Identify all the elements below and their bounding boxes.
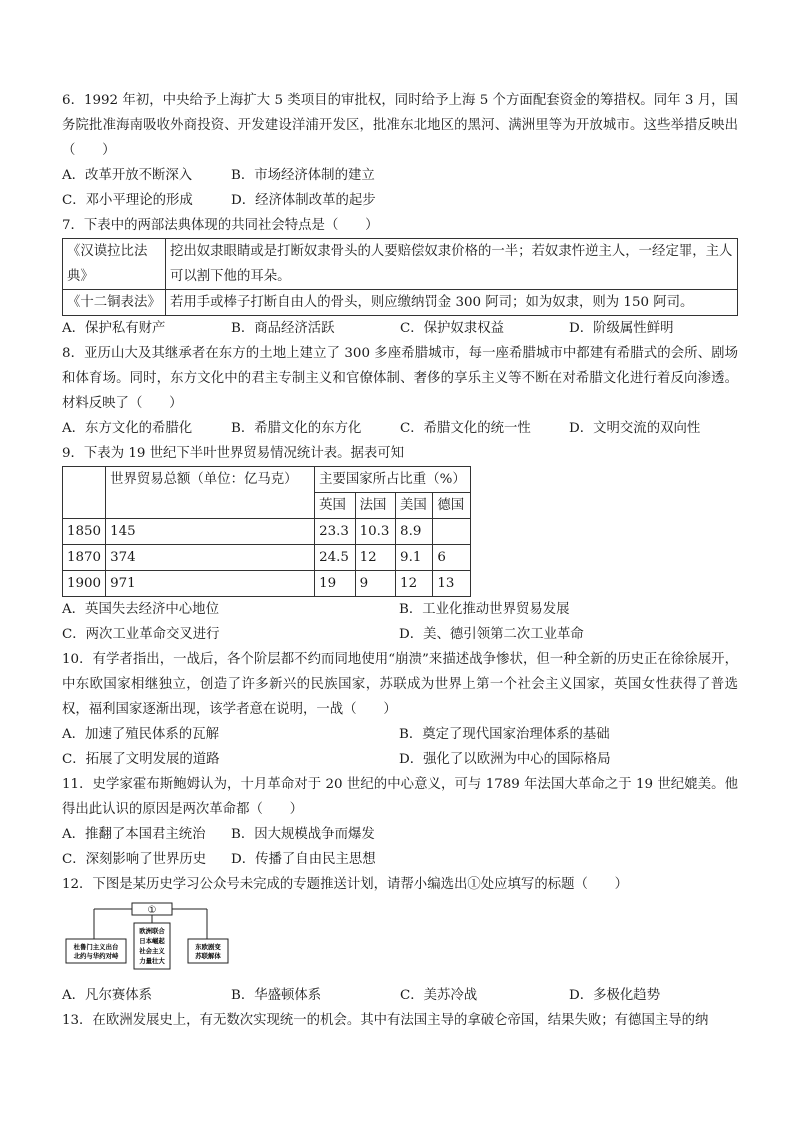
- option-a[interactable]: A．推翻了本国君主统治: [62, 827, 206, 842]
- total-cell: 971: [106, 571, 315, 597]
- share-cell: 9.1: [396, 545, 433, 571]
- option-c[interactable]: C．拓展了文明发展的道路: [62, 752, 220, 767]
- share-cell: 23.3: [315, 519, 355, 545]
- option-d[interactable]: D．多极化趋势: [569, 988, 661, 1003]
- option-b[interactable]: B．奠定了现代国家治理体系的基础: [399, 727, 610, 742]
- law-table: [62, 238, 738, 316]
- option-b[interactable]: B．华盛顿体系: [231, 988, 322, 1003]
- question-7-stem: 7．下表中的两部法典体现的共同社会特点是（ ）: [62, 218, 379, 233]
- option-c[interactable]: C．两次工业革命交叉进行: [62, 627, 220, 642]
- option-c[interactable]: C．美苏冷战: [400, 988, 478, 1003]
- share-cell: 10.3: [355, 519, 395, 545]
- table-row: [63, 290, 738, 316]
- question-11-options: [62, 822, 738, 847]
- total-cell: 374: [106, 545, 315, 571]
- table-header-row: [63, 467, 471, 493]
- share-cell: 6: [433, 545, 470, 571]
- option-b[interactable]: B．工业化推动世界贸易发展: [399, 602, 570, 617]
- question-12-stem: 12．下图是某历史学习公众号未完成的专题推送计划，请帮小编选出①处应填写的标题（ ）: [62, 877, 629, 892]
- middle-box-line: 欧洲联合: [139, 927, 165, 935]
- plan-diagram-svg: [64, 901, 264, 977]
- share-cell: 9: [355, 571, 395, 597]
- middle-box-line: 日本崛起: [139, 937, 165, 945]
- question-6-stem: 6．1992 年初，中央给予上海扩大 5 类项目的审批权，同时给予上海 5 个方面配套资金的筹措权。同年 3 月，国务院批准海南吸收外商投资、开发建设洋浦开发区，批准东北地区的黑河、满洲里等为开放城市。这些举措反映出（ ）: [62, 93, 738, 158]
- question-10-options-2: [62, 747, 738, 772]
- right-box-line: 东欧剧变: [195, 943, 221, 951]
- year-cell: 1850: [63, 519, 106, 545]
- law-text: 若用手或棒子打断自由人的骨头，则应缴纳罚金 300 阿司；如为奴隶，则为 150 阿司。: [166, 290, 738, 316]
- option-d[interactable]: D．传播了自由民主思想: [231, 852, 376, 867]
- total-cell: 145: [106, 519, 315, 545]
- header-share: 主要国家所占比重（%）: [315, 467, 471, 493]
- left-box-line: 杜鲁门主义出台: [73, 943, 119, 951]
- option-a[interactable]: A．保护私有财产: [62, 321, 166, 336]
- question-10-options: [62, 722, 738, 747]
- question-11-options-2: [62, 847, 738, 872]
- option-d[interactable]: D．强化了以欧洲为中心的国际格局: [399, 752, 611, 767]
- plan-diagram: [64, 901, 738, 977]
- option-d[interactable]: D．美、德引领第二次工业革命: [399, 627, 584, 642]
- question-9-options-2: [62, 622, 738, 647]
- country-header: 德国: [433, 493, 470, 519]
- right-box-line: 苏联解体: [195, 952, 221, 960]
- share-cell: 8.9: [396, 519, 433, 545]
- question-8-stem: 8．亚历山大及其继承者在东方的土地上建立了 300 多座希腊城市，每一座希腊城市中都建有希腊式的会所、剧场和体育场。同时，东方文化中的君主专制主义和官僚体制、奢侈的享乐主义等不断在对希腊文化进行着反向渗透。材料反映了（ ）: [62, 346, 738, 411]
- question-11-stem: 11．史学家霍布斯鲍姆认为，十月革命对于 20 世纪的中心意义，可与 1789 年法国大革命之于 19 世纪媲美。他得出此认识的原因是两次革命都（ ）: [62, 777, 738, 817]
- trade-table: [62, 466, 471, 597]
- option-d[interactable]: D．经济体制改革的起步: [231, 193, 376, 208]
- share-cell: 24.5: [315, 545, 355, 571]
- table-row: [63, 239, 738, 290]
- country-header: 法国: [355, 493, 395, 519]
- option-d[interactable]: D．文明交流的双向性: [569, 421, 701, 436]
- question-12-options: [62, 983, 738, 1008]
- corner-cell: [63, 467, 106, 519]
- option-b[interactable]: B．商品经济活跃: [231, 321, 335, 336]
- option-c[interactable]: C．深刻影响了世界历史: [62, 852, 207, 867]
- country-header: 美国: [396, 493, 433, 519]
- share-cell: [433, 519, 470, 545]
- top-box-label: ①: [147, 905, 157, 916]
- question-6-options: [62, 163, 738, 188]
- question-8-options: [62, 416, 738, 441]
- question-9-options: [62, 597, 738, 622]
- country-header: 英国: [315, 493, 355, 519]
- left-box-line: 北约与华约对峙: [73, 952, 119, 960]
- option-a[interactable]: A．改革开放不断深入: [62, 168, 193, 183]
- option-b[interactable]: B．希腊文化的东方化: [231, 421, 362, 436]
- option-c[interactable]: C．希腊文化的统一性: [400, 421, 531, 436]
- question-7-options: [62, 316, 738, 341]
- middle-box-line: 力量壮大: [139, 957, 165, 965]
- option-b[interactable]: B．因大规模战争而爆发: [231, 827, 375, 842]
- middle-box-line: 社会主义: [139, 947, 165, 955]
- law-name: 《汉谟拉比法典》: [63, 239, 166, 290]
- question-10-stem: 10．有学者指出，一战后，各个阶层都不约而同地使用“崩溃”来描述战争惨状，但一种全新的历史正在徐徐展开，中东欧国家相继独立，创造了许多新兴的民族国家，苏联成为世界上第一个社会主义国家，英国女性获得了普选权，福利国家逐渐出现，该学者意在说明，一战（ ）: [62, 652, 738, 717]
- header-total: 世界贸易总额（单位：亿马克）: [106, 467, 315, 519]
- exam-page: [62, 88, 738, 1033]
- table-row: [63, 545, 471, 571]
- year-cell: 1870: [63, 545, 106, 571]
- option-a[interactable]: A．英国失去经济中心地位: [62, 602, 219, 617]
- option-c[interactable]: C．邓小平理论的形成: [62, 193, 193, 208]
- option-a[interactable]: A．加速了殖民体系的瓦解: [62, 727, 219, 742]
- share-cell: 12: [355, 545, 395, 571]
- law-text: 挖出奴隶眼睛或是打断奴隶骨头的人要赔偿奴隶价格的一半；若奴隶忤逆主人，一经定罪，主人可以割下他的耳朵。: [166, 239, 738, 290]
- option-a[interactable]: A．东方文化的希腊化: [62, 421, 193, 436]
- question-13-stem: 13．在欧洲发展史上，有无数次实现统一的机会。其中有法国主导的拿破仑帝国，结果失败；有德国主导的纳: [62, 1013, 709, 1028]
- option-d[interactable]: D．阶级属性鲜明: [569, 321, 674, 336]
- option-a[interactable]: A．凡尔赛体系: [62, 988, 153, 1003]
- option-c[interactable]: C．保护奴隶权益: [400, 321, 504, 336]
- table-row: [63, 571, 471, 597]
- question-9-stem: 9．下表为 19 世纪下半叶世界贸易情况统计表。据表可知: [62, 446, 405, 461]
- year-cell: 1900: [63, 571, 106, 597]
- share-cell: 13: [433, 571, 470, 597]
- option-b[interactable]: B．市场经济体制的建立: [231, 168, 375, 183]
- share-cell: 19: [315, 571, 355, 597]
- share-cell: 12: [396, 571, 433, 597]
- law-name: 《十二铜表法》: [63, 290, 166, 316]
- table-row: [63, 519, 471, 545]
- question-6-options-2: [62, 188, 738, 213]
